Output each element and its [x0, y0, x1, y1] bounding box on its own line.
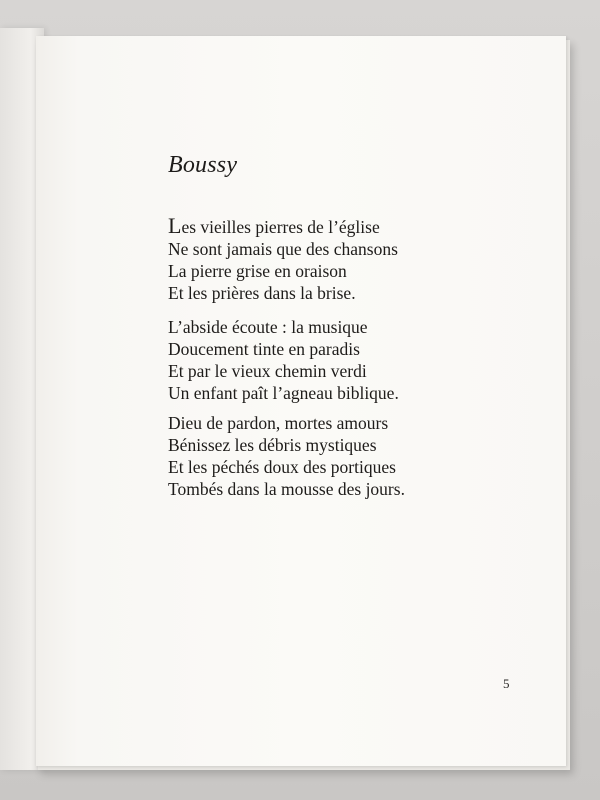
poem-line: Doucement tinte en paradis — [168, 339, 360, 359]
poem-line: L’abside écoute : la musique — [168, 317, 368, 337]
stanza-1 — [168, 215, 398, 304]
stanza-3 — [168, 412, 405, 500]
poem-line: Un enfant paît l’agneau biblique. — [168, 383, 399, 403]
poem-line — [168, 215, 398, 238]
poem-line: Dieu de pardon, mortes amours — [168, 413, 389, 433]
poem-line: Et par le vieux chemin verdi — [168, 361, 367, 381]
stanza-2 — [168, 316, 399, 404]
poem-line: Et les prières dans la brise. — [168, 283, 356, 303]
poem-line: Tombés dans la mousse des jours. — [168, 479, 405, 499]
poem-line: Et les péchés doux des portiques — [168, 457, 396, 477]
poem-line: Bénissez les débris mystiques — [168, 435, 377, 455]
poem-line: La pierre grise en oraison — [168, 261, 347, 281]
drop-cap-letter: L — [168, 213, 182, 238]
poem-line-text: es vieilles pierres de l’église — [181, 217, 380, 237]
page-number: 5 — [503, 676, 510, 691]
poem-line: Ne sont jamais que des chansons — [168, 239, 398, 259]
poem-title: Boussy — [168, 152, 238, 178]
